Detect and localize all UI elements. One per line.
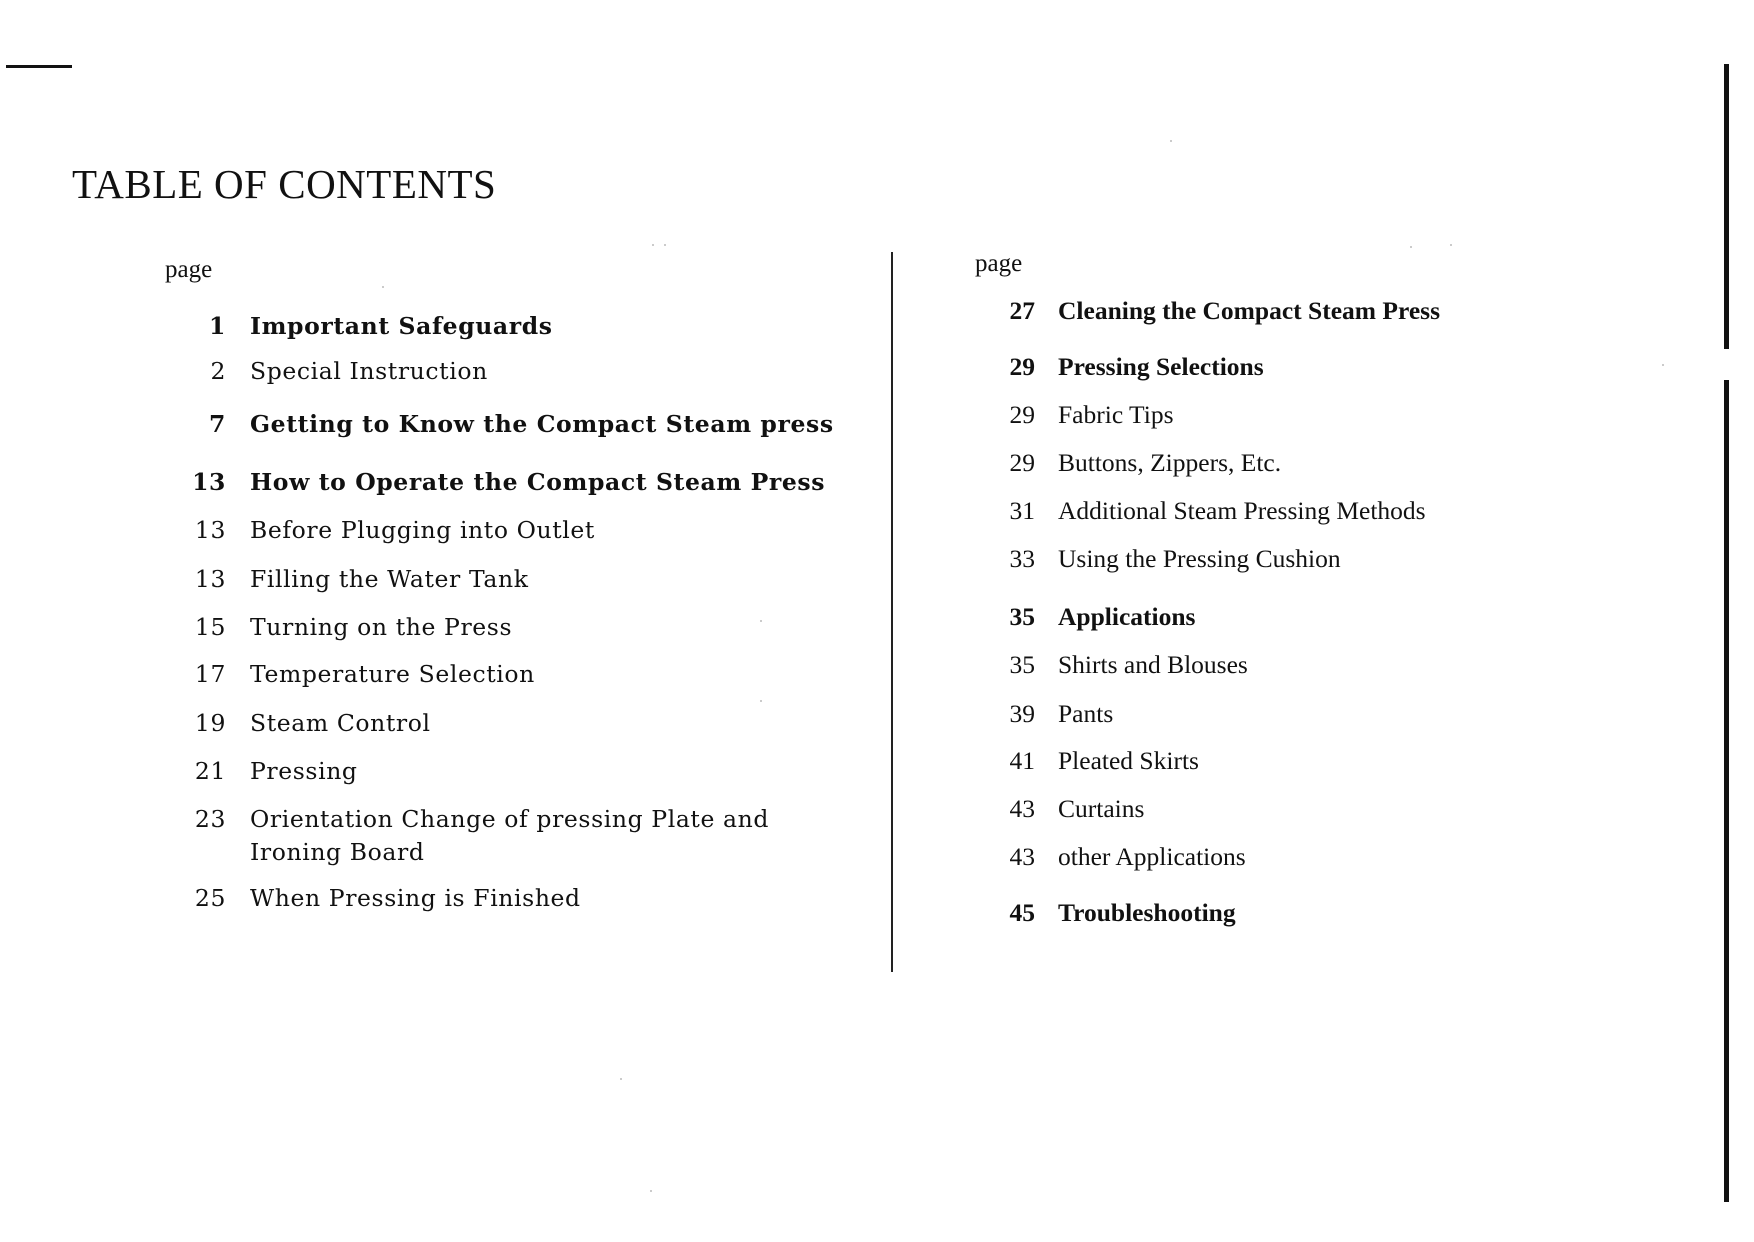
toc-entry-title: Buttons, Zippers, Etc. (1058, 448, 1282, 477)
toc-entry-title: Temperature Selection (250, 660, 535, 688)
toc-entry-title: Orientation Change of pressing Plate and (250, 805, 770, 833)
scan-speck (760, 700, 762, 702)
scan-speck (620, 1078, 622, 1080)
scan-speck (1410, 246, 1412, 248)
toc-entry-title: Curtains (1058, 794, 1145, 823)
toc-entry-title: Turning on the Press (250, 613, 513, 641)
toc-entry-title-continuation: Ironing Board (250, 838, 425, 866)
toc-entry-title: Troubleshooting (1058, 898, 1236, 927)
toc-page-number: 35 (1009, 602, 1035, 631)
scan-speck (1170, 140, 1172, 142)
toc-page-number: 45 (1009, 898, 1035, 927)
toc-page-number: 41 (1009, 746, 1035, 775)
toc-page-number: 27 (1009, 296, 1035, 325)
toc-entry-title: Pressing Selections (1058, 352, 1264, 381)
toc-page-number: 19 (194, 709, 226, 737)
toc-page-number: 1 (209, 312, 226, 340)
toc-page-number: 31 (1009, 496, 1035, 525)
toc-entry-title: Steam Control (250, 709, 431, 737)
toc-entry-title: Before Plugging into Outlet (250, 516, 595, 544)
toc-page-number: 29 (1009, 400, 1035, 429)
toc-page-number: 33 (1009, 544, 1035, 573)
toc-page-number: 21 (194, 757, 226, 785)
toc-entry-title: Shirts and Blouses (1058, 650, 1248, 679)
toc-entry-title: When Pressing is Finished (250, 884, 581, 912)
scan-speck (1450, 244, 1452, 246)
page-title: TABLE OF CONTENTS (72, 161, 497, 207)
scan-speck (652, 244, 654, 246)
toc-entry-title: Fabric Tips (1058, 400, 1174, 429)
toc-page-number: 29 (1009, 448, 1035, 477)
scan-speck (382, 286, 384, 288)
toc-page-number: 15 (194, 613, 226, 641)
toc-entry-title: Getting to Know the Compact Steam press (250, 410, 834, 438)
toc-entry-title: Cleaning the Compact Steam Press (1058, 296, 1440, 325)
toc-entry-title: Using the Pressing Cushion (1058, 544, 1341, 573)
toc-page-number: 39 (1009, 699, 1035, 728)
toc-entry-title: Applications (1058, 602, 1196, 631)
scan-speck (650, 1190, 652, 1192)
toc-entry-title: Important Safeguards (250, 312, 553, 340)
toc-page-number: 17 (194, 660, 226, 688)
toc-page-number: 43 (1009, 794, 1035, 823)
toc-entry-title: Pleated Skirts (1058, 746, 1199, 775)
toc-page-number: 2 (210, 357, 226, 385)
scan-speck (664, 244, 666, 246)
page-column-label: page (975, 250, 1023, 277)
toc-page-number: 7 (209, 410, 226, 438)
toc-entry-title: How to Operate the Compact Steam Press (250, 468, 826, 496)
toc-page-number: 23 (194, 805, 226, 833)
page-column-label: page (165, 256, 213, 283)
toc-page-number: 29 (1009, 352, 1035, 381)
scan-speck (1662, 364, 1664, 366)
toc-page-number: 43 (1009, 842, 1035, 871)
toc-entry-title: Pants (1058, 699, 1114, 728)
toc-page-number: 25 (194, 884, 226, 912)
toc-entry-title: Filling the Water Tank (250, 565, 529, 593)
toc-page-number: 13 (194, 565, 226, 593)
toc-entry-title: Additional Steam Pressing Methods (1058, 496, 1426, 525)
toc-page-number: 13 (194, 516, 226, 544)
scan-speck (760, 620, 762, 622)
toc-entry-title: Special Instruction (250, 357, 488, 385)
toc-entry-title: Pressing (250, 757, 358, 785)
toc-entry-title: other Applications (1058, 842, 1246, 871)
toc-page-number: 35 (1009, 650, 1035, 679)
toc-page-number: 13 (192, 468, 226, 496)
